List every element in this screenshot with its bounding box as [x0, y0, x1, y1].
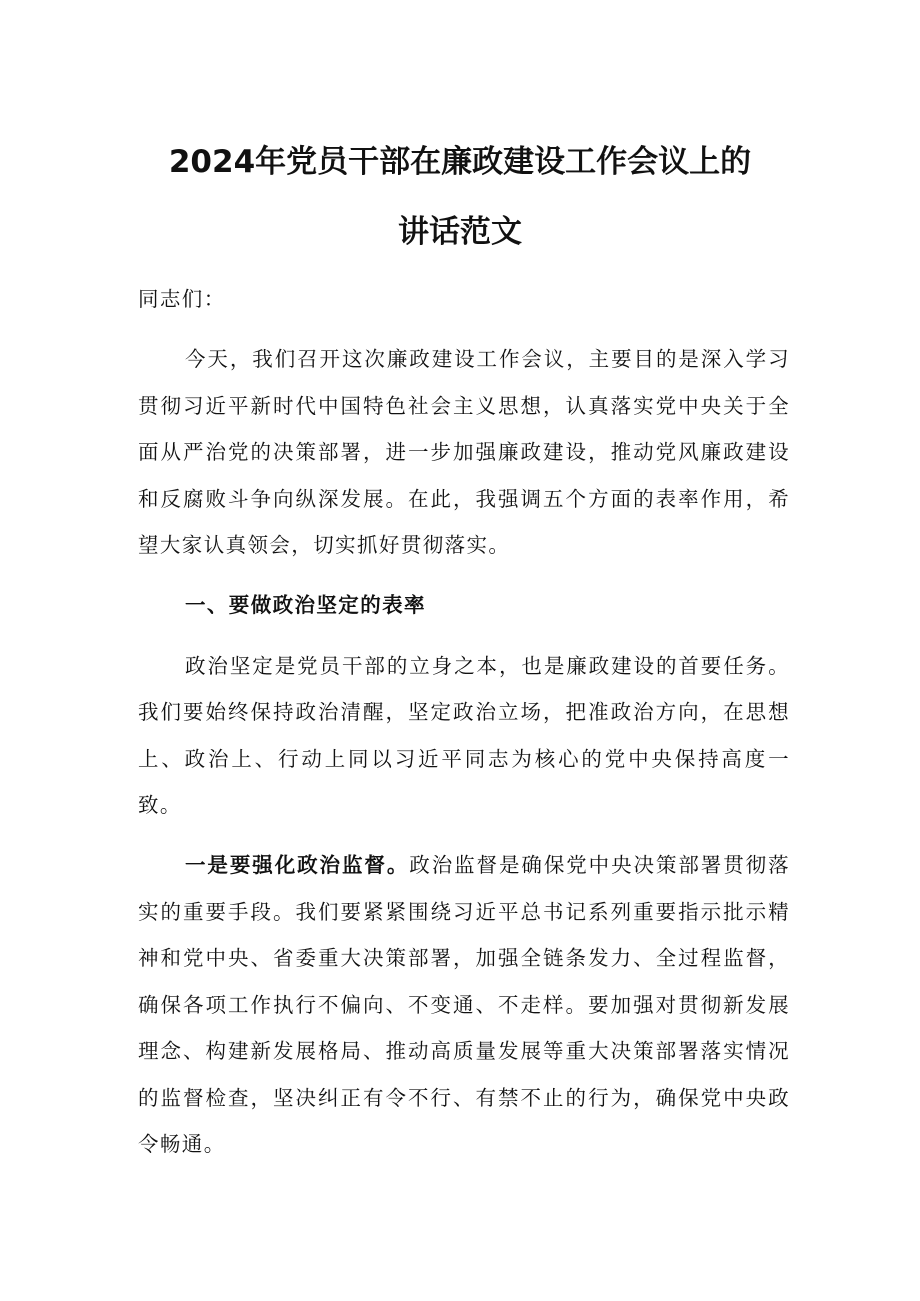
salutation: 同志们： — [138, 287, 226, 311]
point-1-paragraph — [138, 842, 790, 1167]
document-title-line-1: 2024年党员干部在廉政建设工作会议上的 — [168, 144, 752, 180]
section-1-paragraph: 政治坚定是党员干部的立身之本，也是廉政建设的首要任务。我们要始终保持政治清醒，坚定政治立场，把准政治方向，在思想上、政治上、行动上同以习近平同志为核心的党中央保持高度一致。 — [138, 653, 790, 818]
section-1-heading: 一、要做政治坚定的表率 — [185, 593, 426, 618]
point-1-lead: 一是要强化政治监督。 — [185, 853, 410, 878]
document-body — [138, 276, 790, 1181]
point-1-body: 政治监督是确保党中央决策部署贯彻落实的重要手段。我们要紧紧围绕习近平总书记系列重要指示批示精神和党中央、省委重大决策部署，加强全链条发力、全过程监督，确保各项工作执行不偏向、不变通、不走样。要加强对贯彻新发展理念、构建新发展格局、推动高质量发展等重大决策部署落实情况的监督检查，坚决纠正有令不行、有禁不止的行为，确保党中央政令畅通。 — [138, 853, 790, 1156]
intro-paragraph: 今天，我们召开这次廉政建设工作会议，主要目的是深入学习贯彻习近平新时代中国特色社会主义思想，认真落实党中央关于全面从严治党的决策部署，进一步加强廉政建设，推动党风廉政建设和反腐败斗争向纵深发展。在此，我强调五个方面的表率作用，希望大家认真领会，切实抓好贯彻落实。 — [138, 347, 790, 558]
document-title-line-2: 讲话范文 — [398, 214, 522, 250]
